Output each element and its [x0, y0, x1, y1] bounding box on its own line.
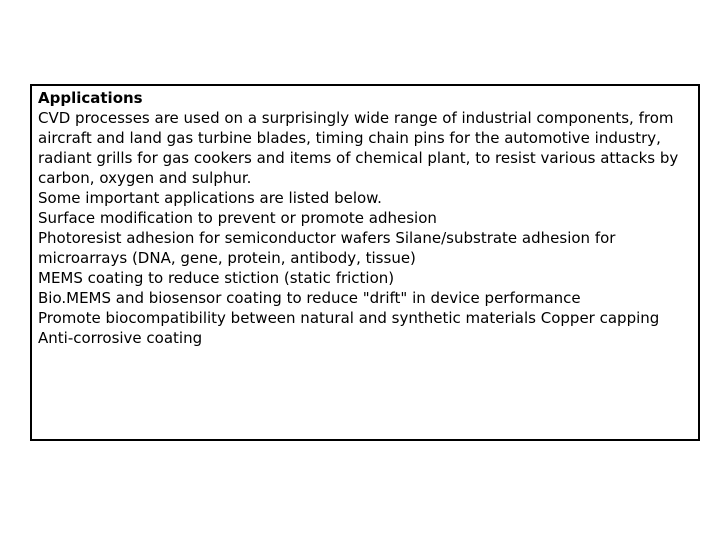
slide-heading: Applications — [38, 89, 143, 107]
paragraph-surface-modification: Surface modification to prevent or promote adhesion — [38, 209, 437, 227]
paragraph-photoresist-adhesion: Photoresist adhesion for semiconductor wafers Silane/substrate adhesion for microarrays (DNA, gene, protein, antibody, tissue) — [38, 229, 616, 267]
content-text-box — [30, 84, 700, 441]
paragraph-mems-coating: MEMS coating to reduce stiction (static friction) — [38, 269, 395, 287]
paragraph-biomems-coating: Bio.MEMS and biosensor coating to reduce "drift" in device performance — [38, 289, 581, 307]
paragraph-biocompatibility: Promote biocompatibility between natural and synthetic materials Copper capping Anti-corrosive coating — [38, 309, 660, 347]
paragraph-cvd-overview: CVD processes are used on a surprisingly wide range of industrial components, from aircraft and land gas turbine blades, timing chain pins for the automotive industry, radiant grills for gas cookers and items of chemical plant, to resist various attacks by carbon, oxygen and sulphur. — [38, 109, 679, 187]
paragraph-intro-list: Some important applications are listed below. — [38, 189, 382, 207]
